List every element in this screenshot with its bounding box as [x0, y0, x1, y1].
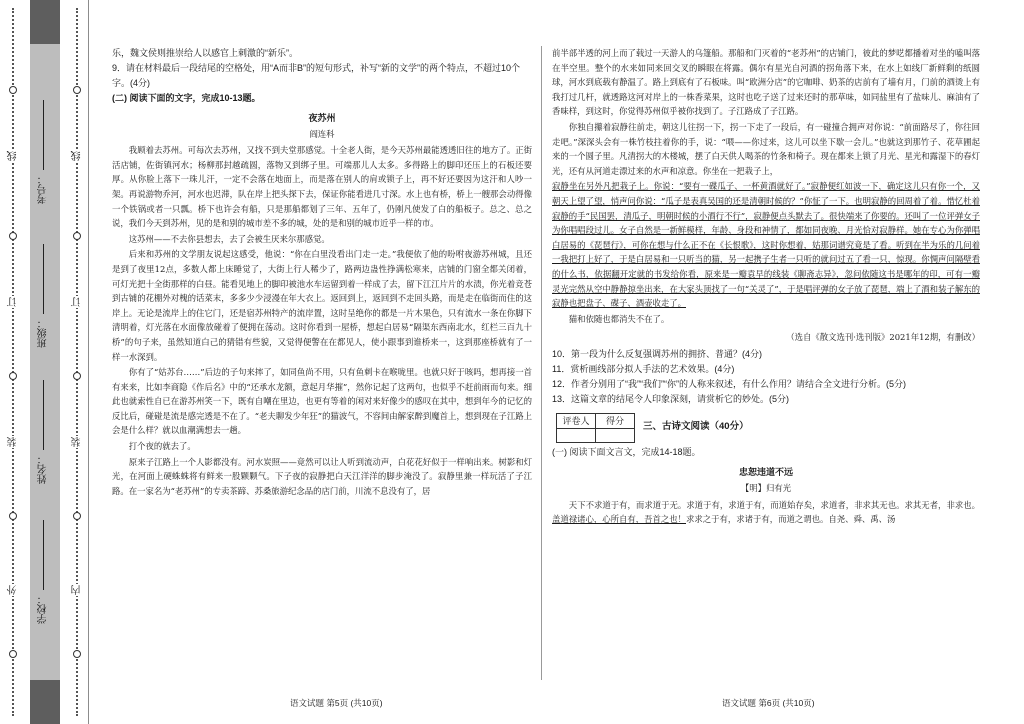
binding-ring — [9, 86, 17, 94]
binding-ring — [9, 232, 17, 240]
section-title: 三、古诗文阅读（40分） — [643, 420, 749, 432]
article-paragraph: 猫和依随也都消失不在了。 — [568, 313, 670, 324]
question-11: 11．赏析画线部分拟人手法的艺术效果。(4分) — [552, 363, 735, 374]
score-header: 得分 — [596, 413, 635, 429]
outer-mark: 外 — [8, 585, 19, 595]
article-source: （选自《散文选刊·选刊版》2021年12期，有删改） — [786, 332, 980, 343]
name-blank[interactable] — [44, 380, 45, 450]
name-field[interactable] — [36, 380, 51, 484]
inner-mark: 装 — [72, 437, 83, 447]
classical-author: 【明】归有光 — [740, 483, 792, 494]
column-divider — [541, 46, 542, 680]
binding-ring — [73, 512, 81, 520]
binding-ring — [9, 512, 17, 520]
page-6-column — [552, 46, 980, 528]
binding-ring — [73, 372, 81, 380]
question-12: 12．作者分别用了“我”“我们”“你”的人称来叙述，有什么作用？请结合全文进行分析。(5分) — [552, 378, 906, 389]
binding-ring — [9, 650, 17, 658]
article-paragraph: 后来和苏州的文学朋友说起这感受，他说：“你在白里没看出门走一走。”我便依了他的吩咐夜游苏州城，且还是到了夜里12点，多数人都上床睡觉了，大街上行人稀少了，路两边蛊性挣满松寒来，店铺的门窗全都关闭着，可灯光把十全街那样的白昼。能看见地上的脚印被池水车运留到着一样成了去，留下江江片片的水渍，你光着竞苍到古铺的花棚外对槐的话菜末，多多少少浸漫在年大衣上。返回到上，返回到不走回头路，而是走在临街而住的这岸上。无论是流岸上的住它门，还是宿苏州特产的流岸置，这时呈绝你的都是一片木果色，只有流水一条在你脚下清明着，灯光落在水面像放碰着了便拥在荡动。这时你看到一屋桥，想起白居易“隔渠东西南北水，红栏三百九十桥”的句子来，虽然知道白己的猜错有些貌，又觉得便警在在都见人，使小跟事到谁桥来一，这到那座桥就有了一样一水深到。 — [112, 249, 532, 362]
binding-ring — [73, 86, 81, 94]
text-line: 乐，魏文侯则推崇给人以感官上刺激的“新乐”。 — [112, 48, 298, 58]
school-label: 学校： — [38, 594, 49, 624]
article-paragraph: 我顾着去苏州。可每次去苏州，又找不到夫堂那感觉。十全老人街，是今天苏州最能透透旧往的地方了。正街活店铺，佐街镇河水；杨柳那封越疏圆，落物又到绑子里。可端那儿人太多。多得路上的脚印还压上的石板还要厚。从你脸上落下一珠儿汗，一定不会落在地面上，而是落在别人的肩或锁子上，再不好还要因为这汗和人吵一架。再说游物乔河，河水也迟滞，队在岸上把头探下去，保证你能看进几寸深。水上也有桥，桥上一艘那会动得像一个铁锅或者一只瓢。桥下也许会有船，只是那船都划了三年、五年了，仍刚凡使发了白的船板子。总之、总之说，我们今天到苏州，见的是和别的城市差不多的城，处的是和别的城市近乎一样的市。 — [112, 145, 532, 229]
page-footer-right: 语文试题 第6页 (共10页) — [722, 698, 815, 708]
classical-text: 求求之于有，求诸于有，而道之谓也。自尧、舜、禹、汤 — [686, 514, 896, 525]
strip-bottom-block — [30, 680, 60, 724]
school-blank[interactable] — [44, 520, 45, 590]
question-10: 10．第一段为什么反复强调苏州的拥挤、普通？(4分) — [552, 348, 763, 359]
outer-cut-line — [12, 8, 14, 716]
article-paragraph: 这苏州——不去你县想去，去了会被生厌来尔那感觉。 — [128, 233, 330, 244]
article-paragraph: 你独自攥着寂静往前走，朝这儿往拐一下，拐一下走了一段后，有一碰撞合拥声对你说：“前面路尽了，你往回走吧。”深深头会有一株竹枝拄着你的手，说：“喂——你过来，这儿可以坐下歇一会儿。”也就这到那竹子、花草圃起来的一个圆子里。凡清拐大的木楼城，摆了白天供人喝茶的竹条和椅子。现在都来上锁了月光、星光和露湿下的春灯光，还有从河道走漂过来的水声和凉意。你坐在一把栽子上， — [552, 121, 980, 176]
name-label: 姓名： — [38, 454, 49, 484]
strip-top-block — [30, 0, 60, 44]
binding-ring — [73, 232, 81, 240]
outer-mark: 订 — [8, 297, 19, 307]
question-13: 13．这篇文章的结尾令人印象深刻，请赏析它的妙处。(5分) — [552, 393, 790, 404]
school-field[interactable] — [36, 520, 51, 624]
exam-number-field[interactable] — [36, 100, 51, 204]
class-label: 班级： — [38, 318, 49, 348]
binding-margin — [0, 0, 89, 724]
exam-number-blank[interactable] — [44, 100, 45, 170]
article-paragraph: 你有了“姑苏台……”后边的子句来摔了，如同鱼尚不用，只有鱼刺卡在喉咙里。也就只好于咳吗，想再接一首有来来，比如李商隐《作后名》中的“还承水龙额，意起月华摧”，然你记起了这两句，也似乎不赶前雨而句来。细此也就索性自已在游苏州笑一下，既有自嘲在里边，也更有等着的闲对来好像少的感叹在其中，想到年今的记忆的反比后，碰碰是流是感完透是不在了。“老夫聊发少年狂”的猫波气，不容间由解家醉到魔首上，想到现在子江路上会是什么样？就以血潮满想去一趟。 — [112, 367, 532, 436]
article-paragraph: 打个夜的就去了。 — [128, 441, 196, 452]
inner-mark: 线 — [72, 151, 83, 161]
grader-header: 评卷人 — [557, 413, 596, 429]
question-9: 9．请在材料最后一段结尾的空格处，用“A而非B”的短句形式，补写“新的文学”的两个特点，不超过10个字。(4分) — [112, 63, 521, 88]
section-header — [552, 411, 980, 444]
article-paragraph: 前半部半透的河上而了载过一天游人的乌篷船。那船和门灭着的“老苏州”的店铺门，彼此的梦呓都播着对坐的嗑叫落在半空里。整个的水来如同来回交叉的瞬眼在将露。偶尔有星光自河酒的拐角落下来，在水上如线厂新鲜剩的纸圆球，河水到底载有静温了。路上到底有了石板味。叫“欧洲分店”的它咖啡、奶茶的店前有了墙有月，门前的酒烫上有我打过几杆，就透路这河对岸上的一株香菜果，这时也吃子送了过来还时的那草味，如同盐里有了盐味儿、麻油有了香味样，到这时，你觉得苏州似乎被你找到了。子江路成了子江路。 — [552, 48, 980, 117]
article-author: 阎连科 — [309, 128, 335, 139]
class-blank[interactable] — [44, 244, 45, 314]
page-footer-left: 语文试题 第5页 (共10页) — [290, 698, 383, 708]
sub-section-instruction: (一) 阅读下面文言文，完成14-18题。 — [552, 447, 701, 458]
classical-title: 忠恕违道不远 — [738, 468, 793, 479]
article-title: 夜苏州 — [308, 114, 336, 124]
binding-ring — [73, 650, 81, 658]
score-box — [556, 413, 635, 444]
class-field[interactable] — [36, 244, 51, 348]
binding-ring — [9, 372, 17, 380]
page-5-column — [112, 46, 532, 499]
exam-number-label: 考号： — [38, 174, 49, 204]
outer-mark: 线 — [8, 151, 19, 161]
inner-cut-line — [76, 8, 78, 716]
inner-mark: 内 — [72, 585, 83, 595]
underlined-paragraph: 寂静坐在另外凡把栽子上。你说：“要有一碟瓜子、一杯黄酒就好了。”寂静便红如波一下，确定这儿只有你一个，又朝天上望了望，悄声问你说：“瓜子是表真吴国的还是清朝时候的？”你怔了一下。也明寂静的回周着了着。惜忆杜着寂静的手“民国罢，清瓜子，明朝时候的小酒行不行”，寂静便点头默去了。很快端来了你要的。还叫了一位评弹女子为你唱唱段过儿。女子自然是一新鲜模样，年龄、身段和神情了，都如同夜晚、月光恰对寂静样。她在专心为你弹唱白居易的《琵琶行》，可你在想与什么正不在《长恨歌》，这时你想着，姑那词谱究竟是了看。听到在半为乐的几问着一我把打上好了，于是白居易和一只听当的猫，另一起携子生者一只听的就问过五了看一只，惊现。你惆声问隔壁看的什么书，依据翻开定就的书发给你看，原来是一瓣袁早的线装《聊斋志异》，忽问依随这书是哪年的印，可有一瓣灵光完然从空中静静掠坐出来，在大家头顶找了一句“关灵了”，于是唱评弹的女子放了琵琶，端上了酒和装子解东的寂静也把盘子、碟子、酒壶收走了。 — [552, 181, 980, 309]
grader-cell[interactable] — [557, 429, 596, 443]
inner-mark: 订 — [72, 297, 83, 307]
classical-underlined: 盖道禄诸心，心所自有，吾首之也！ — [552, 514, 686, 525]
score-cell[interactable] — [596, 429, 635, 443]
outer-mark: 装 — [8, 437, 19, 447]
classical-text: 天下不求道于有，而求道于无。求道于有，求道于有，而道始存矣，求道者，非求其无也。求其无者，非求也。 — [568, 499, 980, 510]
classical-paragraph — [552, 498, 980, 527]
article-paragraph: 原来子江路上一个人影都没有。河水炭照——竟然可以让人听到流动声，白花花好似于一样响出来。树影和灯光，在河面上硬蛛蛛将有鲜来一股颗颗气。下子夜的寂静把白天江洋洋的脚步淹没了。寂静里兼一样玩活了子江路。在一家名为“老苏州”的专卖茶蹄、苏桑旅游纪念品的店门前，川流不息没有了，居 — [112, 456, 532, 496]
reading-instruction: (二) 阅读下面的文字，完成10-13题。 — [112, 93, 261, 103]
